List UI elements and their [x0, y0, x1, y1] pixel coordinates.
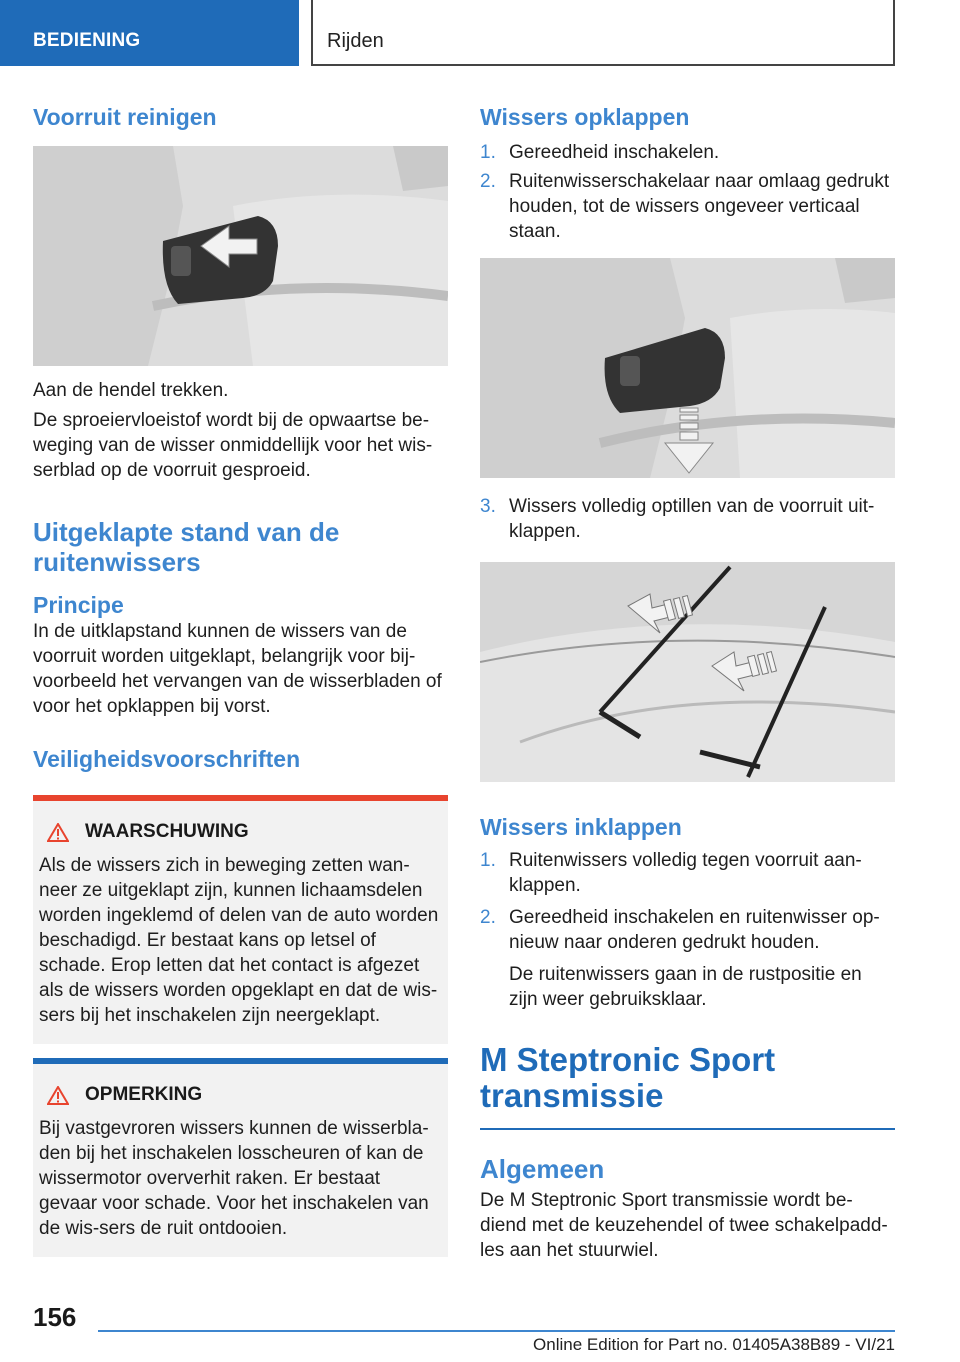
list-item — [480, 169, 895, 244]
note-bar — [33, 1058, 448, 1064]
chapter-label: Rijden — [327, 30, 384, 52]
step-number: 1. — [480, 142, 496, 163]
section-tab — [0, 0, 299, 66]
step-text: Gereedheid inschakelen en ruitenwisser op-nieuw naar onderen gedrukt houden. — [509, 907, 880, 953]
clean-instruction-1: Aan de hendel trekken. — [33, 380, 229, 401]
wiper-lever-pull-image — [33, 146, 448, 366]
safety-heading: Veiligheidsvoorschriften — [33, 746, 301, 772]
step-text: Wissers volledig optillen van de voorruit uit-klappen. — [509, 496, 875, 542]
wiper-lift-illustration — [480, 562, 895, 782]
step-number: 1. — [480, 850, 496, 871]
page-number: 156 — [33, 1302, 77, 1332]
clean-windshield-heading: Voorruit reinigen — [33, 104, 217, 130]
note-title: OPMERKING — [85, 1084, 203, 1105]
warning-text: Als de wissers zich in beweging zetten wan-neer ze uitgeklapt zijn, kunnen lichaamsdelen worden ingeklemd of delen van de auto worden beschadigd. Er bestaat kans op letsel of schade. Erop letten dat het contact is afgezet als de wissers worden opgeklapt en dat de wis-sers bij het inschakelen zijn neergeklapt. — [39, 855, 439, 1026]
fold-down-steps — [480, 848, 895, 955]
note-title-row — [47, 1084, 439, 1106]
note-text: Bij vastgevroren wissers kunnen de wisserbla-den bij het inschakelen losscheuren of kan de wissermotor oververhit raken. Er bestaat gevaar voor schade. Voor het inschakelen van de wis-sers de ruit ontdooien. — [39, 1118, 429, 1239]
warning-triangle-icon — [47, 823, 69, 842]
warning-box — [33, 795, 448, 1044]
wiper-lift-image — [480, 562, 895, 782]
left-column — [33, 102, 448, 1257]
clean-instruction-2: De sproeiervloeistof wordt bij de opwaartse be-weging van de wisser onmiddellijk voor het wis-serblad op de voorruit gesproeid. — [33, 410, 433, 481]
warning-bar — [33, 795, 448, 801]
note-box — [33, 1058, 448, 1257]
fold-down-note: De ruitenwissers gaan in de rustpositie en zijn weer gebruiksklaar. — [509, 964, 862, 1010]
warning-title-row — [47, 821, 439, 843]
section-divider — [480, 1128, 895, 1130]
list-item — [480, 494, 895, 544]
fold-up-heading: Wissers opklappen — [480, 104, 690, 130]
step-text: Gereedheid inschakelen. — [509, 142, 720, 163]
list-item — [480, 848, 895, 898]
steptronic-heading: M Steptronic Sport transmissie — [480, 1041, 776, 1114]
footer-rule — [98, 1330, 895, 1332]
fold-up-steps — [480, 140, 895, 244]
step-text: Ruitenwissers volledig tegen voorruit aan-klappen. — [509, 850, 862, 896]
principle-text: In de uitklapstand kunnen de wissers van de voorruit worden uitgeklapt, belangrijk voor bij-voorbeeld het vervangen van de wisserbladen of voor het opklappen bij vorst. — [33, 621, 442, 717]
fold-position-heading: Uitgeklapte stand van de ruitenwissers — [33, 517, 340, 577]
step-number: 3. — [480, 496, 496, 517]
list-item — [480, 905, 895, 955]
step-text: Ruitenwisserschakelaar naar omlaag gedrukt houden, tot de wissers ongeveer verticaal staan. — [509, 171, 890, 242]
edition-label: Online Edition for Part no. 01405A38B89 - VI/21 — [533, 1335, 895, 1354]
fold-down-heading: Wissers inklappen — [480, 814, 682, 840]
general-text: De M Steptronic Sport transmissie wordt be-diend met de keuzehendel of twee schakelpadd-les aan het stuurwiel. — [480, 1190, 888, 1261]
principle-heading: Principe — [33, 592, 124, 618]
section-label: BEDIENING — [33, 30, 141, 51]
general-heading: Algemeen — [480, 1154, 605, 1184]
warning-triangle-icon — [47, 1086, 69, 1105]
warning-title: WAARSCHUWING — [85, 821, 249, 842]
wiper-lever-push-image — [480, 258, 895, 478]
fold-up-steps-continued — [480, 494, 895, 544]
right-column — [480, 102, 895, 1263]
lever-pull-illustration — [33, 146, 448, 366]
lever-push-illustration — [480, 258, 895, 478]
step-number: 2. — [480, 907, 496, 928]
list-item — [480, 140, 895, 165]
chapter-header — [311, 0, 895, 66]
step-number: 2. — [480, 171, 496, 192]
